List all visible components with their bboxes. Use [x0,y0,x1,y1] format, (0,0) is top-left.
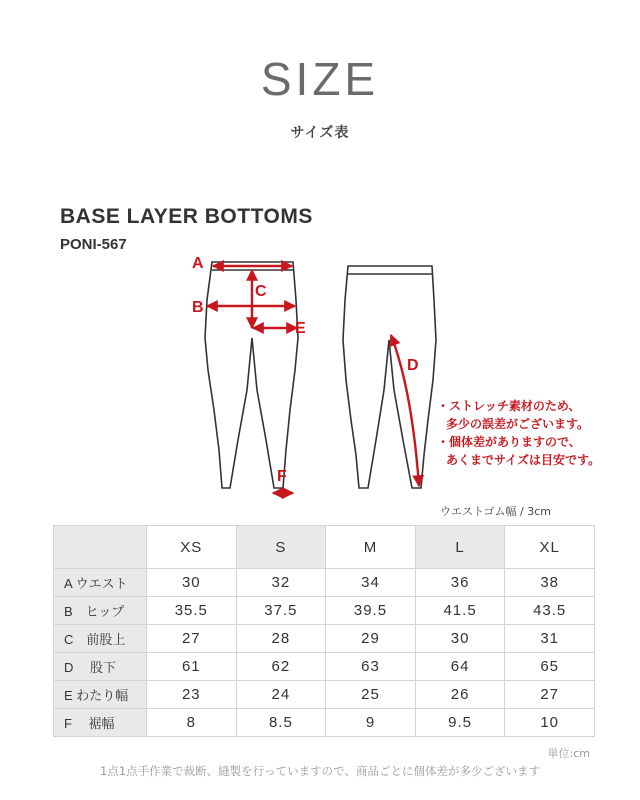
note-line: ・ストレッチ素材のため、 [437,399,581,413]
table-cell: 24 [236,681,326,709]
product-name: BASE LAYER BOTTOMS [60,205,313,228]
waist-elastic-note: ウエストゴム幅 / 3cm [440,505,552,518]
table-cell: 65 [505,653,595,681]
table-cell: 61 [147,653,237,681]
row-label: C 前股上 [54,625,147,653]
size-header-row [54,526,595,569]
table-cell: 8.5 [236,709,326,737]
table-cell: 27 [147,625,237,653]
table-row [54,709,595,737]
table-cell: 36 [415,569,505,597]
table-row [54,653,595,681]
page-title: SIZE [260,53,380,105]
table-cell: 37.5 [236,597,326,625]
table-cell: 8 [147,709,237,737]
label-e: E [295,320,306,337]
label-f: F [277,468,287,485]
table-cell: 27 [505,681,595,709]
table-cell: 31 [505,625,595,653]
label-c: C [255,283,267,300]
size-header: XS [147,526,237,569]
table-cell: 26 [415,681,505,709]
table-cell: 30 [147,569,237,597]
row-label: F 裾幅 [54,709,147,737]
table-cell: 35.5 [147,597,237,625]
row-label: A ウエスト [54,569,147,597]
table-cell: 9.5 [415,709,505,737]
table-cell: 9 [326,709,416,737]
label-a: A [192,255,204,272]
note-line: ・個体差がありますので、 [437,435,581,449]
table-cell: 28 [236,625,326,653]
table-row [54,681,595,709]
label-b: B [192,299,204,316]
pants-back-outline [343,266,436,488]
size-table [53,525,595,737]
table-row [54,625,595,653]
row-label: D 股下 [54,653,147,681]
table-cell: 23 [147,681,237,709]
size-header: S [236,526,326,569]
unit-label: 単位:cm [547,747,590,760]
notes [437,397,600,469]
table-corner [54,526,147,569]
table-cell: 63 [326,653,416,681]
table-cell: 29 [326,625,416,653]
table-cell: 25 [326,681,416,709]
table-cell: 34 [326,569,416,597]
table-cell: 41.5 [415,597,505,625]
table-cell: 32 [236,569,326,597]
table-cell: 62 [236,653,326,681]
table-cell: 39.5 [326,597,416,625]
note-line: 多少の誤差がございます。 [446,417,590,431]
size-header: M [326,526,416,569]
table-cell: 64 [415,653,505,681]
page-subtitle: サイズ表 [290,125,350,141]
row-label: B ヒップ [54,597,147,625]
table-row [54,597,595,625]
row-label: E わたり幅 [54,681,147,709]
table-cell: 43.5 [505,597,595,625]
table-cell: 38 [505,569,595,597]
label-d: D [407,357,419,374]
size-header: XL [505,526,595,569]
table-cell: 10 [505,709,595,737]
product-model: PONI-567 [60,236,127,253]
size-header: L [415,526,505,569]
note-line: あくまでサイズは目安です。 [446,453,601,467]
footer-note: 1点1点手作業で裁断、縫製を行っていますので、商品ごとに個体差が多少ございます [100,764,540,778]
table-cell: 30 [415,625,505,653]
table-row [54,569,595,597]
